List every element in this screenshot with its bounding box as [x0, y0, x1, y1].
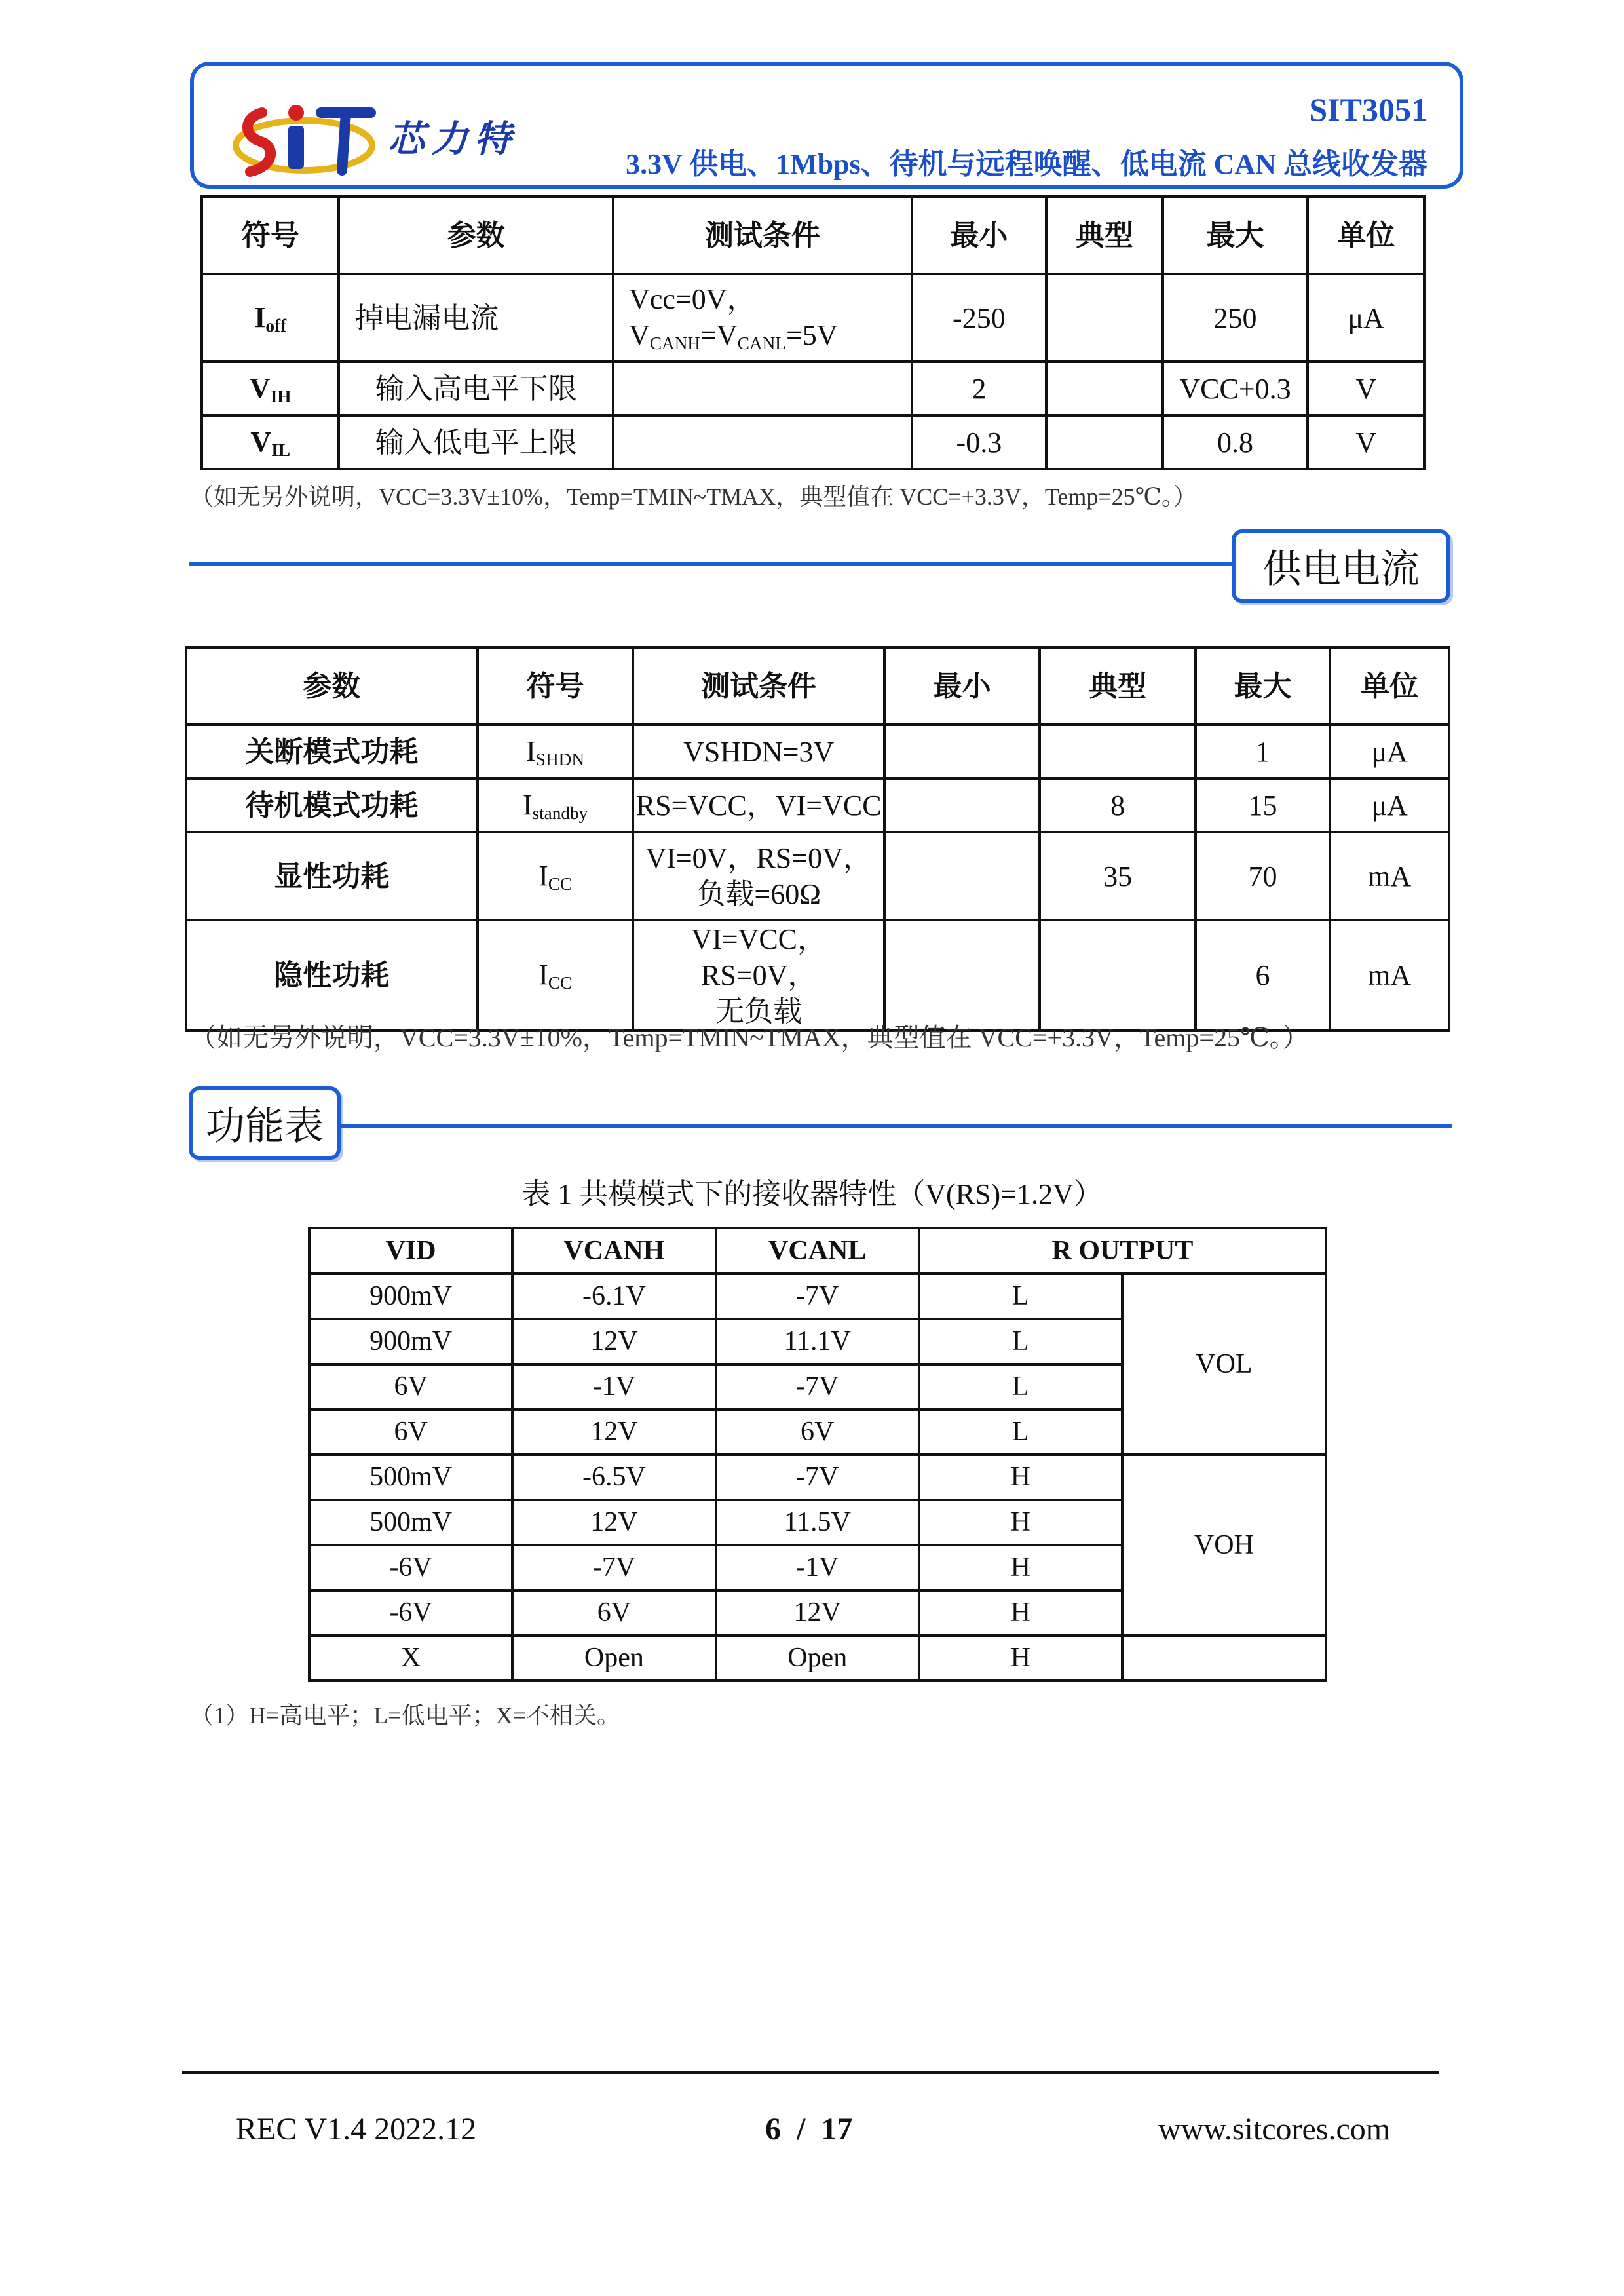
header-cell: 测试条件 — [633, 647, 884, 725]
symbol-cell: $I_{CC}$ — [478, 920, 633, 1031]
typ-cell — [1040, 920, 1195, 1031]
function-table-note: （1）H=高电平；L=低电平；X=不相关。 — [190, 1702, 620, 1729]
min-cell: 2 — [912, 362, 1047, 415]
parameter-cell: 输入高电平下限 — [339, 362, 613, 415]
header-cell: 最大 — [1163, 197, 1308, 274]
parameter-cell: 输入低电平上限 — [339, 415, 613, 469]
symbol-cell: $I_{SHDN}$ — [478, 725, 633, 778]
supply-current-table — [185, 646, 1450, 1032]
r-output-cell: L — [919, 1319, 1122, 1364]
unit-cell: μA — [1330, 725, 1449, 778]
table-row — [186, 920, 1449, 1031]
vcanl-cell: -7V — [716, 1274, 919, 1319]
table-row — [309, 1636, 1326, 1681]
unit-cell: V — [1308, 415, 1424, 469]
max-cell: 1 — [1196, 725, 1331, 778]
vid-cell: X — [309, 1636, 512, 1681]
dc-table-note: （如无另外说明，VCC=3.3V±10%，Temp=TMIN~TMAX，典型值在 VCC=+3.3V，Temp=25℃。） — [190, 484, 1197, 510]
vcanl-cell: -7V — [716, 1455, 919, 1500]
vid-cell: -6V — [309, 1590, 512, 1636]
typ-cell — [1046, 415, 1162, 469]
header-cell: 测试条件 — [613, 197, 912, 274]
table-row — [186, 778, 1449, 832]
condition-cell: RS=VCC，VI=VCC — [633, 778, 884, 832]
sit-logo-icon — [231, 98, 381, 183]
empty-cell — [1122, 1636, 1326, 1681]
section-divider — [189, 562, 1237, 566]
header-cell: VCANH — [512, 1228, 715, 1274]
vcanh-cell: -6.1V — [512, 1274, 715, 1319]
parameter-cell: 隐性功耗 — [186, 920, 478, 1031]
condition-cell — [613, 362, 912, 415]
min-cell — [884, 725, 1040, 778]
vcanh-cell: Open — [512, 1636, 715, 1681]
vid-cell: 900mV — [309, 1274, 512, 1319]
header-cell: 单位 — [1308, 197, 1424, 274]
r-output-cell: H — [919, 1455, 1122, 1500]
parameter-cell: 掉电漏电流 — [339, 274, 613, 362]
condition-cell: VSHDN=3V — [633, 725, 884, 778]
section-divider — [338, 1124, 1452, 1128]
vid-cell: 900mV — [309, 1319, 512, 1364]
unit-cell: mA — [1330, 920, 1449, 1031]
header-cell: 参数 — [186, 647, 478, 725]
condition-cell: VI=VCC，RS=0V， 无负载 — [633, 920, 884, 1031]
vcanh-cell: 6V — [512, 1590, 715, 1636]
max-cell: 70 — [1196, 832, 1331, 920]
r-output-cell: L — [919, 1409, 1122, 1455]
vid-cell: 6V — [309, 1364, 512, 1409]
max-cell: 0.8 — [1163, 415, 1308, 469]
header-cell: 典型 — [1040, 647, 1195, 725]
vcanh-cell: 12V — [512, 1500, 715, 1545]
table-row — [186, 832, 1449, 920]
min-cell: -0.3 — [912, 415, 1047, 469]
min-cell: -250 — [912, 274, 1047, 362]
r-output-cell: H — [919, 1500, 1122, 1545]
header-cell: 符号 — [202, 197, 339, 274]
min-cell — [884, 920, 1040, 1031]
receiver-function-table — [308, 1227, 1327, 1682]
parameter-cell: 待机模式功耗 — [186, 778, 478, 832]
table-row — [202, 415, 1424, 469]
r-output-cell: L — [919, 1364, 1122, 1409]
vid-cell: 500mV — [309, 1500, 512, 1545]
vcanh-cell: -6.5V — [512, 1455, 715, 1500]
header-cell: VID — [309, 1228, 512, 1274]
header-cell: 最大 — [1196, 647, 1331, 725]
condition-cell — [613, 415, 912, 469]
header-cell: VCANL — [716, 1228, 919, 1274]
condition-cell: Vcc=0V， $V_{CANH}=V_{CANL}=5V$ — [613, 274, 912, 362]
header-cell: 典型 — [1046, 197, 1162, 274]
typ-cell — [1040, 725, 1195, 778]
vcanl-cell: -1V — [716, 1545, 919, 1590]
symbol-cell: $I_{off}$ — [202, 274, 339, 362]
vcanl-cell: 11.1V — [716, 1319, 919, 1364]
typ-cell: 8 — [1040, 778, 1195, 832]
header-cell: 符号 — [478, 647, 633, 725]
dc-characteristics-table — [200, 195, 1426, 470]
supply-table-note: （如无另外说明，VCC=3.3V±10%，Temp=TMIN~TMAX，典型值在 VCC=+3.3V，Temp=25℃。） — [190, 1023, 1309, 1052]
parameter-cell: 显性功耗 — [186, 832, 478, 920]
group-label-vol: VOL — [1122, 1274, 1326, 1455]
unit-cell: μA — [1308, 274, 1424, 362]
vcanh-cell: 12V — [512, 1409, 715, 1455]
max-cell: 250 — [1163, 274, 1308, 362]
parameter-cell: 关断模式功耗 — [186, 725, 478, 778]
vcanl-cell: 11.5V — [716, 1500, 919, 1545]
vid-cell: 6V — [309, 1409, 512, 1455]
r-output-cell: H — [919, 1590, 1122, 1636]
header-cell: 参数 — [339, 197, 613, 274]
condition-cell: VI=0V，RS=0V， 负载=60Ω — [633, 832, 884, 920]
r-output-cell: H — [919, 1545, 1122, 1590]
unit-cell: V — [1308, 362, 1424, 415]
unit-cell: μA — [1330, 778, 1449, 832]
part-number: SIT3051 — [1309, 91, 1427, 128]
vcanl-cell: 12V — [716, 1590, 919, 1636]
table-row — [186, 725, 1449, 778]
symbol-cell: $V_{IH}$ — [202, 362, 339, 415]
table-caption: 表 1 共模模式下的接收器特性（V(RS)=1.2V） — [521, 1178, 1103, 1210]
table-row — [309, 1274, 1326, 1319]
typ-cell — [1046, 362, 1162, 415]
vid-cell: 500mV — [309, 1455, 512, 1500]
symbol-cell: $I_{CC}$ — [478, 832, 633, 920]
header-cell: 最小 — [884, 647, 1040, 725]
vcanl-cell: Open — [716, 1636, 919, 1681]
header-cell: 最小 — [912, 197, 1047, 274]
footer-divider — [182, 2071, 1439, 2074]
table-row — [202, 274, 1424, 362]
vcanh-cell: -7V — [512, 1545, 715, 1590]
revision-label: REC V1.4 2022.12 — [236, 2112, 477, 2147]
symbol-cell: $I_{standby}$ — [478, 778, 633, 832]
section-title-supply-current: 供电电流 — [1232, 529, 1450, 603]
vcanh-cell: -1V — [512, 1364, 715, 1409]
unit-cell: mA — [1330, 832, 1449, 920]
r-output-cell: H — [919, 1636, 1122, 1681]
typ-cell: 35 — [1040, 832, 1195, 920]
document-subtitle: 3.3V 供电、1Mbps、待机与远程唤醒、低电流 CAN 总线收发器 — [626, 148, 1427, 180]
table-row — [309, 1455, 1326, 1500]
header-cell: R OUTPUT — [919, 1228, 1326, 1274]
vcanh-cell: 12V — [512, 1319, 715, 1364]
max-cell: 6 — [1196, 920, 1331, 1031]
max-cell: 15 — [1196, 778, 1331, 832]
vcanl-cell: 6V — [716, 1409, 919, 1455]
header-cell: 单位 — [1330, 647, 1449, 725]
max-cell: VCC+0.3 — [1163, 362, 1308, 415]
vid-cell: -6V — [309, 1545, 512, 1590]
typ-cell — [1046, 274, 1162, 362]
table-row — [202, 362, 1424, 415]
page-number: 6 / 17 — [765, 2112, 853, 2147]
min-cell — [884, 778, 1040, 832]
min-cell — [884, 832, 1040, 920]
website-link[interactable]: www.sitcores.com — [1158, 2112, 1391, 2147]
r-output-cell: L — [919, 1274, 1122, 1319]
group-label-voh: VOH — [1122, 1455, 1326, 1636]
vcanl-cell: -7V — [716, 1364, 919, 1409]
logo-text: 芯力特 — [388, 119, 518, 160]
symbol-cell: $V_{IL}$ — [202, 415, 339, 469]
section-title-function-table: 功能表 — [189, 1086, 341, 1160]
